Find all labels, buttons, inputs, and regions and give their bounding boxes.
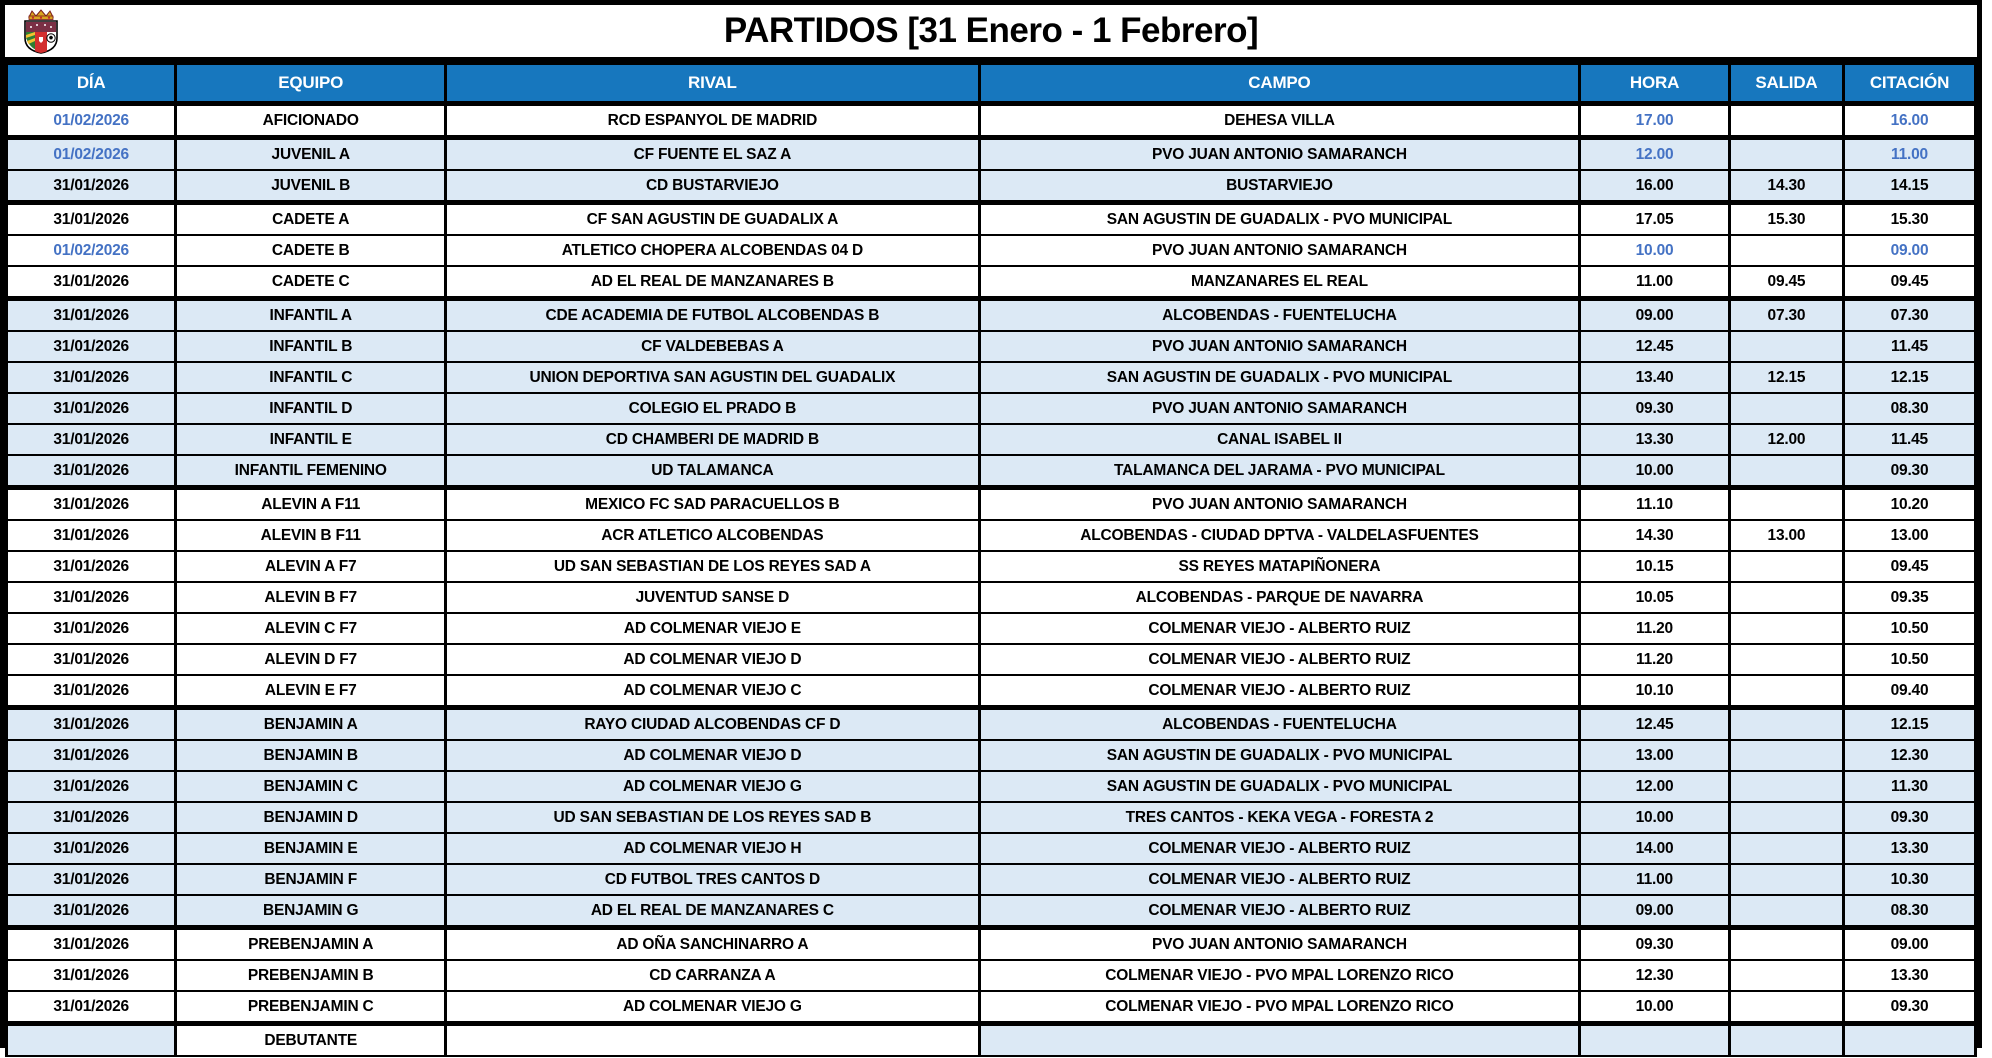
table-row (7, 928, 1976, 961)
cell-equipo: INFANTIL A (176, 299, 446, 332)
cell-equipo: AFICIONADO (176, 104, 446, 138)
cell-rival: CD CARRANZA A (446, 960, 980, 991)
cell-citacion: 11.45 (1844, 424, 1976, 455)
cell-hora: 11.20 (1580, 613, 1730, 644)
cell-equipo: ALEVIN B F7 (176, 582, 446, 613)
cell-equipo: ALEVIN E F7 (176, 675, 446, 708)
cell-dia: 31/01/2026 (7, 551, 176, 582)
cell-salida (1729, 613, 1843, 644)
cell-hora: 09.00 (1580, 299, 1730, 332)
cell-rival: UNION DEPORTIVA SAN AGUSTIN DEL GUADALIX (446, 362, 980, 393)
cell-rival: UD SAN SEBASTIAN DE LOS REYES SAD B (446, 802, 980, 833)
cell-dia: 31/01/2026 (7, 864, 176, 895)
cell-campo: PVO JUAN ANTONIO SAMARANCH (979, 928, 1580, 961)
cell-campo: PVO JUAN ANTONIO SAMARANCH (979, 235, 1580, 266)
cell-hora: 12.30 (1580, 960, 1730, 991)
cell-hora: 17.05 (1580, 203, 1730, 236)
table-row (7, 299, 1976, 332)
cell-rival: COLEGIO EL PRADO B (446, 393, 980, 424)
table-header (7, 63, 1976, 104)
cell-dia: 31/01/2026 (7, 991, 176, 1024)
cell-rival: AD COLMENAR VIEJO E (446, 613, 980, 644)
cell-campo: CANAL ISABEL II (979, 424, 1580, 455)
cell-hora: 10.00 (1580, 802, 1730, 833)
matches-body (7, 104, 1976, 1057)
table-row (7, 424, 1976, 455)
cell-rival: ACR ATLETICO ALCOBENDAS (446, 520, 980, 551)
cell-hora: 14.00 (1580, 833, 1730, 864)
cell-dia: 31/01/2026 (7, 833, 176, 864)
cell-rival: CD FUTBOL TRES CANTOS D (446, 864, 980, 895)
cell-equipo: BENJAMIN D (176, 802, 446, 833)
cell-rival: AD COLMENAR VIEJO D (446, 740, 980, 771)
table-row (7, 266, 1976, 299)
cell-campo: SS REYES MATAPIÑONERA (979, 551, 1580, 582)
cell-equipo: PREBENJAMIN A (176, 928, 446, 961)
cell-campo: PVO JUAN ANTONIO SAMARANCH (979, 393, 1580, 424)
cell-salida (1729, 991, 1843, 1024)
cell-equipo: BENJAMIN B (176, 740, 446, 771)
cell-hora: 17.00 (1580, 104, 1730, 138)
cell-campo: ALCOBENDAS - FUENTELUCHA (979, 708, 1580, 741)
cell-equipo: ALEVIN C F7 (176, 613, 446, 644)
cell-campo: COLMENAR VIEJO - ALBERTO RUIZ (979, 833, 1580, 864)
cell-hora: 11.10 (1580, 488, 1730, 521)
cell-citacion: 09.40 (1844, 675, 1976, 708)
cell-dia: 01/02/2026 (7, 104, 176, 138)
table-row (7, 1024, 1976, 1057)
cell-campo: ALCOBENDAS - FUENTELUCHA (979, 299, 1580, 332)
cell-rival (446, 1024, 980, 1057)
cell-rival: AD COLMENAR VIEJO H (446, 833, 980, 864)
table-row (7, 991, 1976, 1024)
cell-dia: 31/01/2026 (7, 582, 176, 613)
cell-rival: CF VALDEBEBAS A (446, 331, 980, 362)
cell-campo: DEHESA VILLA (979, 104, 1580, 138)
cell-equipo: DEBUTANTE (176, 1024, 446, 1057)
cell-citacion: 10.30 (1844, 864, 1976, 895)
cell-equipo: BENJAMIN G (176, 895, 446, 928)
cell-citacion: 10.20 (1844, 488, 1976, 521)
table-row (7, 802, 1976, 833)
cell-campo: BUSTARVIEJO (979, 170, 1580, 203)
cell-citacion: 13.00 (1844, 520, 1976, 551)
cell-citacion: 13.30 (1844, 960, 1976, 991)
cell-dia: 31/01/2026 (7, 928, 176, 961)
cell-campo: MANZANARES EL REAL (979, 266, 1580, 299)
cell-salida (1729, 1024, 1843, 1057)
cell-rival: AD EL REAL DE MANZANARES B (446, 266, 980, 299)
cell-equipo: BENJAMIN E (176, 833, 446, 864)
cell-salida: 07.30 (1729, 299, 1843, 332)
cell-hora: 12.45 (1580, 708, 1730, 741)
cell-campo: COLMENAR VIEJO - ALBERTO RUIZ (979, 675, 1580, 708)
table-row (7, 520, 1976, 551)
cell-salida: 14.30 (1729, 170, 1843, 203)
cell-citacion: 10.50 (1844, 613, 1976, 644)
cell-citacion: 09.45 (1844, 551, 1976, 582)
cell-salida: 15.30 (1729, 203, 1843, 236)
table-row (7, 675, 1976, 708)
table-row (7, 833, 1976, 864)
cell-equipo: ALEVIN D F7 (176, 644, 446, 675)
cell-hora: 11.00 (1580, 266, 1730, 299)
cell-equipo: INFANTIL C (176, 362, 446, 393)
cell-salida: 09.45 (1729, 266, 1843, 299)
cell-salida (1729, 104, 1843, 138)
table-row (7, 393, 1976, 424)
cell-salida (1729, 644, 1843, 675)
table-row (7, 104, 1976, 138)
cell-rival: CF FUENTE EL SAZ A (446, 138, 980, 171)
cell-salida (1729, 708, 1843, 741)
cell-equipo: INFANTIL E (176, 424, 446, 455)
cell-hora: 12.00 (1580, 138, 1730, 171)
cell-campo: ALCOBENDAS - PARQUE DE NAVARRA (979, 582, 1580, 613)
cell-citacion: 09.35 (1844, 582, 1976, 613)
cell-equipo: JUVENIL A (176, 138, 446, 171)
cell-salida (1729, 771, 1843, 802)
cell-dia: 31/01/2026 (7, 203, 176, 236)
cell-salida (1729, 331, 1843, 362)
cell-salida (1729, 138, 1843, 171)
cell-campo: COLMENAR VIEJO - PVO MPAL LORENZO RICO (979, 991, 1580, 1024)
cell-dia: 31/01/2026 (7, 331, 176, 362)
cell-salida (1729, 895, 1843, 928)
cell-citacion: 11.00 (1844, 138, 1976, 171)
cell-equipo: CADETE C (176, 266, 446, 299)
table-row (7, 582, 1976, 613)
cell-citacion: 09.30 (1844, 802, 1976, 833)
cell-equipo: JUVENIL B (176, 170, 446, 203)
cell-dia: 31/01/2026 (7, 520, 176, 551)
cell-citacion: 09.30 (1844, 991, 1976, 1024)
cell-dia: 31/01/2026 (7, 895, 176, 928)
cell-rival: AD COLMENAR VIEJO G (446, 771, 980, 802)
cell-dia: 31/01/2026 (7, 613, 176, 644)
cell-campo: SAN AGUSTIN DE GUADALIX - PVO MUNICIPAL (979, 362, 1580, 393)
cell-hora (1580, 1024, 1730, 1057)
cell-hora: 10.00 (1580, 455, 1730, 488)
cell-salida (1729, 582, 1843, 613)
cell-rival: JUVENTUD SANSE D (446, 582, 980, 613)
cell-salida (1729, 864, 1843, 895)
cell-salida (1729, 235, 1843, 266)
cell-citacion: 15.30 (1844, 203, 1976, 236)
cell-citacion: 09.00 (1844, 928, 1976, 961)
cell-citacion: 12.15 (1844, 362, 1976, 393)
cell-salida (1729, 960, 1843, 991)
cell-dia: 31/01/2026 (7, 644, 176, 675)
cell-dia (7, 1024, 176, 1057)
cell-campo: PVO JUAN ANTONIO SAMARANCH (979, 331, 1580, 362)
cell-citacion: 13.30 (1844, 833, 1976, 864)
table-row (7, 362, 1976, 393)
table-row (7, 138, 1976, 171)
cell-citacion: 11.30 (1844, 771, 1976, 802)
cell-campo: COLMENAR VIEJO - ALBERTO RUIZ (979, 864, 1580, 895)
cell-citacion: 09.30 (1844, 455, 1976, 488)
cell-hora: 11.00 (1580, 864, 1730, 895)
column-header-1: EQUIPO (176, 63, 446, 104)
cell-rival: CDE ACADEMIA DE FUTBOL ALCOBENDAS B (446, 299, 980, 332)
cell-salida (1729, 488, 1843, 521)
table-row (7, 170, 1976, 203)
matches-table (5, 61, 1977, 1057)
cell-citacion: 10.50 (1844, 644, 1976, 675)
cell-hora: 09.30 (1580, 928, 1730, 961)
cell-hora: 13.40 (1580, 362, 1730, 393)
cell-citacion: 08.30 (1844, 895, 1976, 928)
cell-hora: 13.30 (1580, 424, 1730, 455)
table-row (7, 235, 1976, 266)
cell-hora: 10.00 (1580, 991, 1730, 1024)
cell-salida (1729, 740, 1843, 771)
cell-dia: 31/01/2026 (7, 802, 176, 833)
cell-equipo: BENJAMIN C (176, 771, 446, 802)
cell-citacion: 09.00 (1844, 235, 1976, 266)
column-header-4: HORA (1580, 63, 1730, 104)
cell-dia: 31/01/2026 (7, 393, 176, 424)
cell-dia: 31/01/2026 (7, 266, 176, 299)
cell-rival: CD CHAMBERI DE MADRID B (446, 424, 980, 455)
cell-campo: TRES CANTOS - KEKA VEGA - FORESTA 2 (979, 802, 1580, 833)
cell-campo: COLMENAR VIEJO - ALBERTO RUIZ (979, 895, 1580, 928)
cell-equipo: ALEVIN B F11 (176, 520, 446, 551)
cell-equipo: INFANTIL D (176, 393, 446, 424)
table-row (7, 895, 1976, 928)
cell-hora: 10.15 (1580, 551, 1730, 582)
cell-campo: SAN AGUSTIN DE GUADALIX - PVO MUNICIPAL (979, 740, 1580, 771)
cell-dia: 31/01/2026 (7, 740, 176, 771)
table-row (7, 740, 1976, 771)
cell-dia: 01/02/2026 (7, 138, 176, 171)
cell-salida: 13.00 (1729, 520, 1843, 551)
cell-equipo: PREBENJAMIN C (176, 991, 446, 1024)
cell-salida (1729, 455, 1843, 488)
table-row (7, 551, 1976, 582)
cell-salida (1729, 802, 1843, 833)
cell-dia: 31/01/2026 (7, 708, 176, 741)
cell-hora: 12.00 (1580, 771, 1730, 802)
page-title: PARTIDOS [31 Enero - 1 Febrero] (723, 11, 1259, 50)
cell-citacion: 08.30 (1844, 393, 1976, 424)
cell-citacion: 07.30 (1844, 299, 1976, 332)
cell-dia: 01/02/2026 (7, 235, 176, 266)
cell-citacion (1844, 1024, 1976, 1057)
cell-salida (1729, 928, 1843, 961)
cell-salida (1729, 393, 1843, 424)
cell-hora: 16.00 (1580, 170, 1730, 203)
cell-rival: MEXICO FC SAD PARACUELLOS B (446, 488, 980, 521)
cell-rival: AD EL REAL DE MANZANARES C (446, 895, 980, 928)
cell-campo: ALCOBENDAS - CIUDAD DPTVA - VALDELASFUENTES (979, 520, 1580, 551)
cell-equipo: ALEVIN A F11 (176, 488, 446, 521)
column-header-2: RIVAL (446, 63, 980, 104)
cell-salida: 12.00 (1729, 424, 1843, 455)
table-row (7, 203, 1976, 236)
cell-campo: SAN AGUSTIN DE GUADALIX - PVO MUNICIPAL (979, 771, 1580, 802)
cell-campo: COLMENAR VIEJO - PVO MPAL LORENZO RICO (979, 960, 1580, 991)
cell-campo: PVO JUAN ANTONIO SAMARANCH (979, 138, 1580, 171)
cell-dia: 31/01/2026 (7, 455, 176, 488)
cell-rival: RCD ESPANYOL DE MADRID (446, 104, 980, 138)
cell-dia: 31/01/2026 (7, 488, 176, 521)
cell-dia: 31/01/2026 (7, 362, 176, 393)
cell-equipo: BENJAMIN A (176, 708, 446, 741)
cell-dia: 31/01/2026 (7, 675, 176, 708)
cell-salida (1729, 675, 1843, 708)
cell-equipo: PREBENJAMIN B (176, 960, 446, 991)
table-row (7, 864, 1976, 895)
cell-campo: TALAMANCA DEL JARAMA - PVO MUNICIPAL (979, 455, 1580, 488)
cell-hora: 10.05 (1580, 582, 1730, 613)
table-row (7, 613, 1976, 644)
table-row (7, 708, 1976, 741)
cell-citacion: 14.15 (1844, 170, 1976, 203)
cell-campo (979, 1024, 1580, 1057)
title-band (5, 5, 1977, 61)
cell-rival: ATLETICO CHOPERA ALCOBENDAS 04 D (446, 235, 980, 266)
cell-rival: AD COLMENAR VIEJO G (446, 991, 980, 1024)
cell-campo: COLMENAR VIEJO - ALBERTO RUIZ (979, 644, 1580, 675)
cell-dia: 31/01/2026 (7, 960, 176, 991)
club-crest-icon (19, 8, 63, 54)
cell-campo: SAN AGUSTIN DE GUADALIX - PVO MUNICIPAL (979, 203, 1580, 236)
cell-rival: RAYO CIUDAD ALCOBENDAS CF D (446, 708, 980, 741)
cell-rival: CF SAN AGUSTIN DE GUADALIX A (446, 203, 980, 236)
cell-citacion: 12.30 (1844, 740, 1976, 771)
cell-citacion: 11.45 (1844, 331, 1976, 362)
table-row (7, 455, 1976, 488)
cell-hora: 12.45 (1580, 331, 1730, 362)
table-row (7, 331, 1976, 362)
column-header-3: CAMPO (979, 63, 1580, 104)
cell-dia: 31/01/2026 (7, 771, 176, 802)
cell-citacion: 16.00 (1844, 104, 1976, 138)
table-row (7, 488, 1976, 521)
cell-equipo: CADETE B (176, 235, 446, 266)
cell-rival: CD BUSTARVIEJO (446, 170, 980, 203)
cell-equipo: INFANTIL FEMENINO (176, 455, 446, 488)
column-header-5: SALIDA (1729, 63, 1843, 104)
cell-equipo: ALEVIN A F7 (176, 551, 446, 582)
cell-hora: 09.00 (1580, 895, 1730, 928)
table-row (7, 644, 1976, 675)
column-header-6: CITACIÓN (1844, 63, 1976, 104)
cell-dia: 31/01/2026 (7, 170, 176, 203)
cell-rival: AD COLMENAR VIEJO C (446, 675, 980, 708)
table-row (7, 771, 1976, 802)
cell-equipo: CADETE A (176, 203, 446, 236)
cell-dia: 31/01/2026 (7, 424, 176, 455)
cell-salida (1729, 833, 1843, 864)
cell-rival: AD COLMENAR VIEJO D (446, 644, 980, 675)
column-header-0: DÍA (7, 63, 176, 104)
cell-equipo: INFANTIL B (176, 331, 446, 362)
cell-rival: UD TALAMANCA (446, 455, 980, 488)
cell-hora: 10.10 (1580, 675, 1730, 708)
cell-rival: UD SAN SEBASTIAN DE LOS REYES SAD A (446, 551, 980, 582)
cell-campo: PVO JUAN ANTONIO SAMARANCH (979, 488, 1580, 521)
cell-citacion: 12.15 (1844, 708, 1976, 741)
header-row (7, 63, 1976, 104)
cell-hora: 14.30 (1580, 520, 1730, 551)
cell-citacion: 09.45 (1844, 266, 1976, 299)
table-row (7, 960, 1976, 991)
cell-equipo: BENJAMIN F (176, 864, 446, 895)
cell-hora: 13.00 (1580, 740, 1730, 771)
cell-salida (1729, 551, 1843, 582)
cell-campo: COLMENAR VIEJO - ALBERTO RUIZ (979, 613, 1580, 644)
cell-hora: 09.30 (1580, 393, 1730, 424)
cell-dia: 31/01/2026 (7, 299, 176, 332)
cell-hora: 10.00 (1580, 235, 1730, 266)
cell-hora: 11.20 (1580, 644, 1730, 675)
cell-rival: AD OÑA SANCHINARRO A (446, 928, 980, 961)
cell-salida: 12.15 (1729, 362, 1843, 393)
